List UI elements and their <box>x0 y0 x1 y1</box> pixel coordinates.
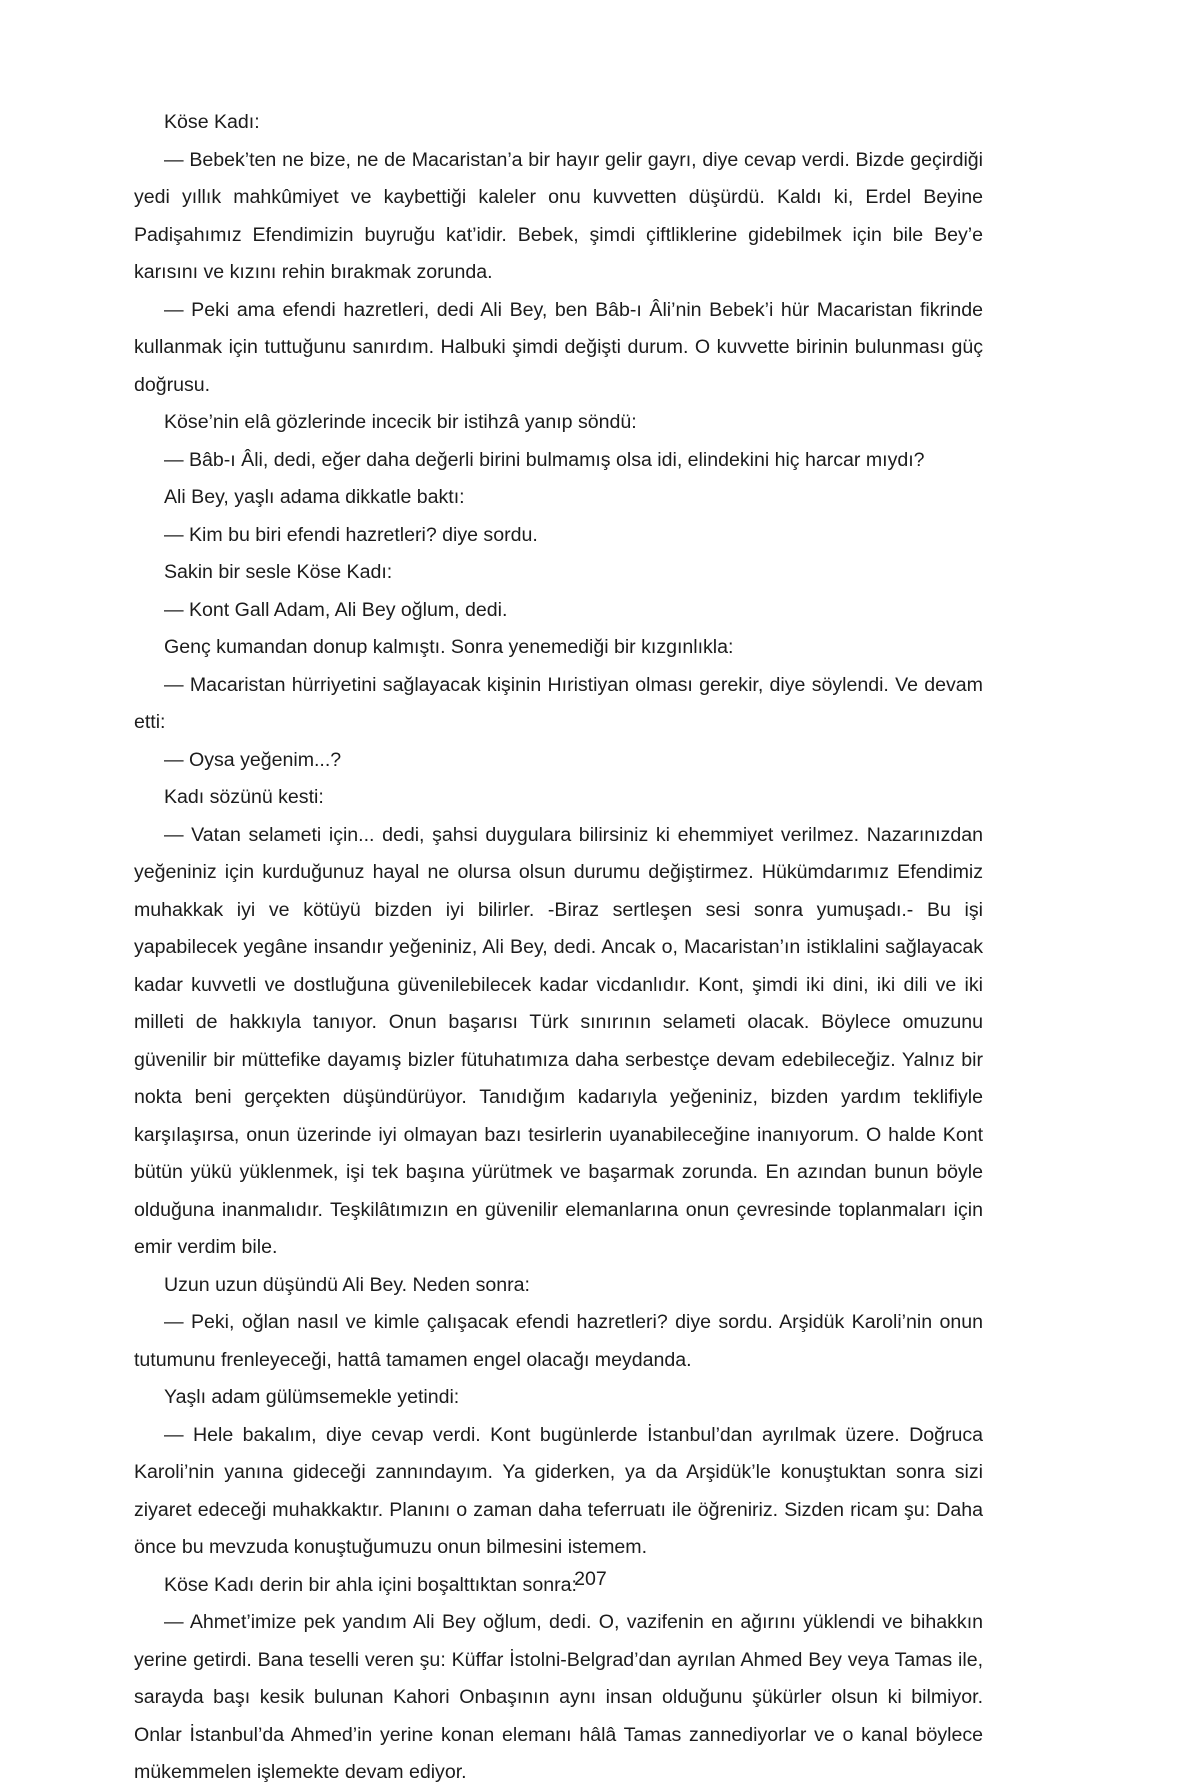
paragraph: Sakin bir sesle Köse Kadı: <box>164 561 393 583</box>
paragraph: Köse Kadı derin bir ahla içini boşalttıktan sonra: <box>164 1573 577 1596</box>
page-body-text <box>134 104 983 1792</box>
paragraph: Ali Bey, yaşlı adama dikkatle baktı: <box>164 486 465 508</box>
paragraph: Köse’nin elâ gözlerinde incecik bir istihzâ yanıp söndü: <box>164 411 637 433</box>
paragraph: — Oysa yeğenim...? <box>164 748 342 771</box>
paragraph: — Peki, oğlan nasıl ve kimle çalışacak efendi hazretleri? diye sordu. Arşidük Karoli’nin onun tutumunu frenleyeceği, hattâ tamamen engel olacağı meydanda. <box>134 1311 983 1371</box>
paragraph: Kadı sözünü kesti: <box>164 786 324 808</box>
paragraph: — Bebek’ten ne bize, ne de Macaristan’a bir hayır gelir gayrı, diye cevap verdi. Bizde geçirdiği yedi yıllık mahkûmiyet ve kaybettiği kaleler onu kuvvetten düşürdü. Kaldı ki, Erdel Beyine Padişahımız Efendimizin buyruğu kat’idir. Bebek, şimdi çiftliklerine gidebilmek için bile Bey’e karısını ve kızını rehin bırakmak zorunda. <box>134 148 983 283</box>
paragraph: — Vatan selameti için... dedi, şahsi duygulara bilirsiniz ki ehemmiyet verilmez. Nazarınızdan yeğeniniz için kurduğunuz hayal ne olursa olsun durumu değiştirmez. Hükümdarımız Efendimiz muhakkak iyi ve kötüyü bizden iyi bilirler. -Biraz sertleşen sesi sonra yumuşadı.- Bu işi yapabilecek yegâne insandır yeğeniniz, Ali Bey, dedi. Ancak o, Macaristan’ın istiklalini sağlayacak kadar kuvvetli ve dostluğuna güvenilebilecek kadar vicdanlıdır. Kont, şimdi iki dini, iki dili ve iki milleti de hakkıyla tanıyor. Onun başarısı Türk sınırının selameti olacak. Böylece omuzunu güvenilir bir müttefike dayamış bizler fütuhatımıza daha serbestçe devam edebileceğiz. Yalnız bir nokta beni gerçekten düşündürüyor. Tanıdığım kadarıyla yeğeniniz, bizden yardım teklifiyle karşılaşırsa, onun üzerinde iyi olmayan bazı tesirlerin uyanabileceğine inanıyorum. O halde Kont bütün yükü yüklenmek, işi tek başına yürütmek ve başarmak zorunda. En azından bunun böyle olduğuna inanmalıdır. Teşkilâtımızın en güvenilir elemanlarına onun çevresinde toplanmaları için emir verdim bile. <box>134 823 983 1258</box>
paragraph: — Bâb-ı Âli, dedi, eğer daha değerli birini bulmamış olsa idi, elindekini hiç harcar mıydı? <box>164 448 925 471</box>
paragraph: — Macaristan hürriyetini sağlayacak kişinin Hıristiyan olması gerekir, diye söylendi. Ve devam etti: <box>134 673 983 733</box>
paragraph: — Kim bu biri efendi hazretleri? diye sordu. <box>164 523 538 546</box>
paragraph: — Ahmet’imize pek yandım Ali Bey oğlum, dedi. O, vazifenin en ağırını yüklendi ve bihakkın yerine getirdi. Bana teselli veren şu: Küffar İstolni-Belgrad’dan ayrılan Ahmed Bey veya Tamas ile, sarayda başı kesik bulunan Kahori Onbaşının aynı insan olduğunu şükürler olsun ki bilmiyor. Onlar İstanbul’da Ahmed’in yerine konan elemanı hâlâ Tamas zannediyorlar ve o kanal böylece mükemmelen işlemekte devam ediyor. <box>134 1611 983 1783</box>
paragraph: — Hele bakalım, diye cevap verdi. Kont bugünlerde İstanbul’dan ayrılmak üzere. Doğruca Karoli’nin yanına gideceği zannındayım. Ya giderken, ya da Arşidük’le konuştuktan sonra sizi ziyaret edeceği muhakkaktır. Planını o zaman daha teferruatı ile öğreniriz. Sizden ricam şu: Daha önce bu mevzuda konuştuğumuzu onun bilmesini istemem. <box>134 1423 983 1558</box>
paragraph: Genç kumandan donup kalmıştı. Sonra yenemediği bir kızgınlıkla: <box>164 636 734 658</box>
paragraph: — Kont Gall Adam, Ali Bey oğlum, dedi. <box>164 598 508 621</box>
paragraph: — Peki ama efendi hazretleri, dedi Ali Bey, ben Bâb-ı Âli’nin Bebek’i hür Macaristan fikrinde kullanmak için tuttuğunu sanırdım. Halbuki şimdi değişti durum. O kuvvette birinin bulunması güç doğrusu. <box>134 298 983 396</box>
page-number: 207 <box>574 1568 607 1590</box>
paragraph: Uzun uzun düşündü Ali Bey. Neden sonra: <box>164 1273 530 1296</box>
paragraph: Köse Kadı: <box>164 111 260 133</box>
paragraph: Yaşlı adam gülümsemekle yetindi: <box>164 1386 460 1408</box>
